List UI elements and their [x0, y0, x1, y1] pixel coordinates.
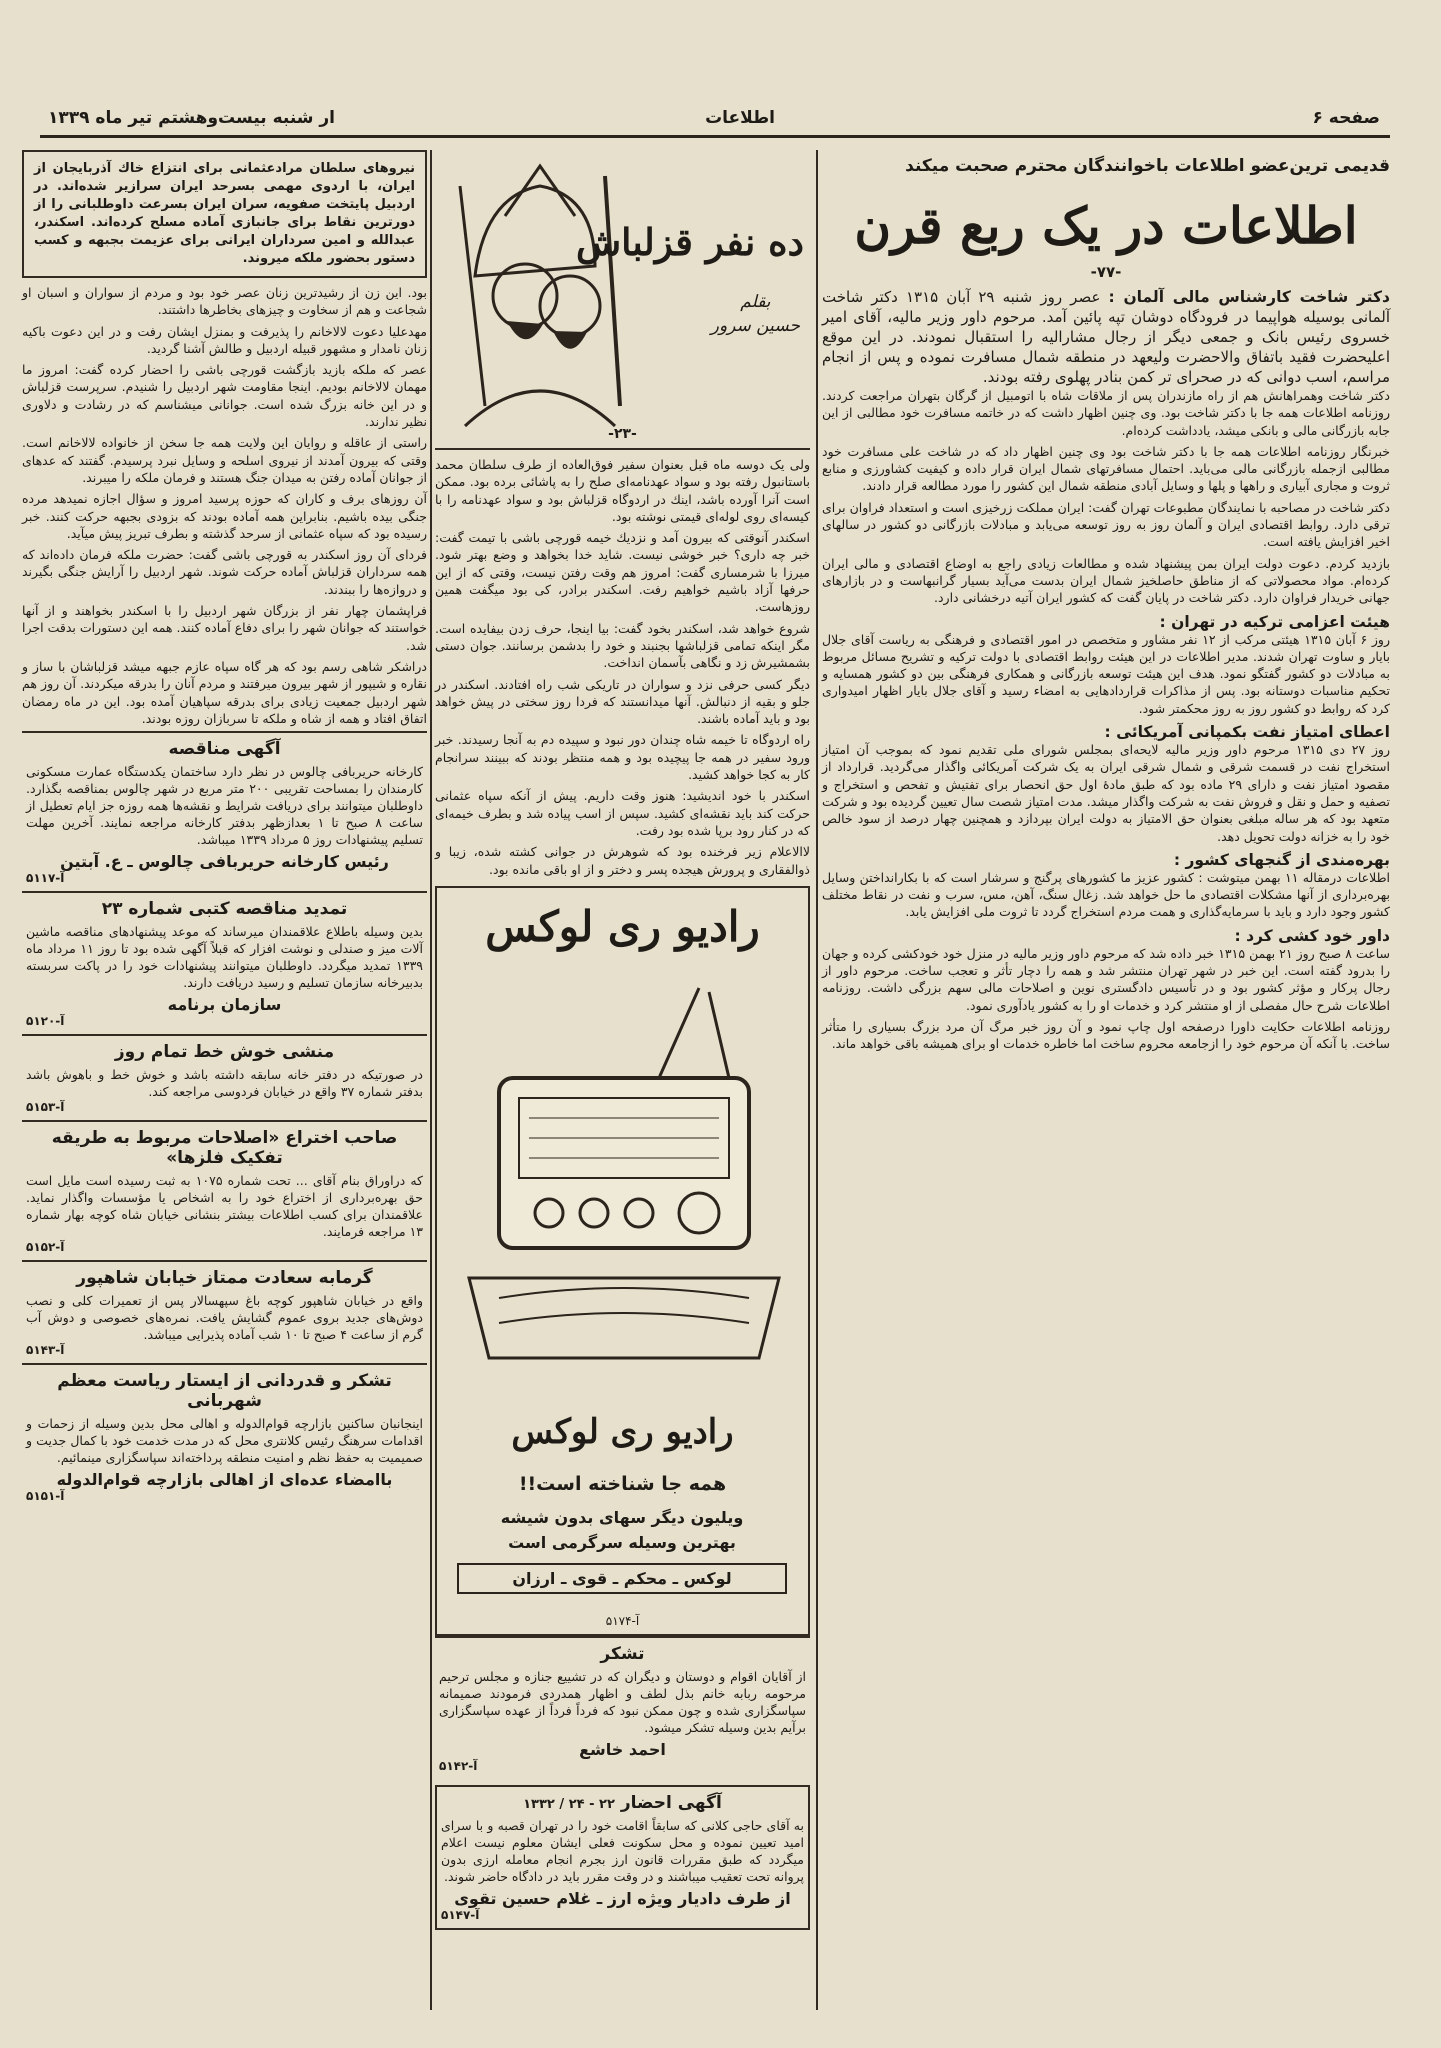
summons-notice [435, 1785, 810, 1930]
article-paragraph: دکتر شاخت وهمراهانش هم از راه مازندران پس از ملاقات شاه با اتومبیل از گرگان بتهران مراجعت کردند. روزنامه اطلاعات همه جا با دکتر شاخت بود. وی چنین اظهار داشت که در خاتمه مسافرت خود مطالبی از این جابه بازرگانی مالی و بانکی میشد، یادداشت کرده‌ام. [822, 388, 1390, 438]
notice-text: کارخانه حریربافی چالوس در نظر دارد ساختمان یکدستگاه عمارت مسکونی کارمندان را بمساحت تقریبی ۲۰۰ متر مربع در شهر چالوس بمناقصه بگذارد. داوطلبان میتوانند برای دریافت شرایط و نقشه‌ها همه روزه جز ایام تعطیل از ساعت ۸ صبح تا ۱ بعدازظهر بدفتر کارخانه مراجعه نمایند. آخرین مهلت تسلیم پیشنهادات روز ۵ مرداد ۱۳۳۹ میباشد. [26, 764, 423, 848]
radio-set-illustration [459, 978, 789, 1378]
notice-signature: از طرف دادیار ویژه ارز ـ غلام حسین تقوی [454, 1888, 791, 1908]
story-paragraph: لاالاعلام زیر فرخنده بود که شوهرش در جوانی کشته شده، زیبا و ذوالفقاری و پرورش هیجده پسر و دختر و از او باقی مانده بود. [435, 844, 810, 877]
story-author [711, 290, 800, 338]
history-column [822, 150, 1390, 2020]
closing-paragraph: روزنامه اطلاعات حکایت داورا درصفحه اول چاپ نمود و آن روز خبر مرگ آن مرد بزرگ بسیاری را متأثر ساخت. با آنکه آن مرحوم خود را ازجامعه محروم ساخت اما خاطره خدمات او برای همیشه باقی خواهد ماند. [822, 1018, 1390, 1052]
notice-reference: آ-۵۱۴۲ [439, 1758, 478, 1773]
story-paragraph: راه اردوگاه تا خیمه شاه چندان دور نبود و سپیده دم به آنجا رسیدند. خبر ورود سفیر در همه جا پیچیده بود و همه منتظر بودند که ببینند سرانجام کار به کجا خواهد کشید. [435, 732, 810, 783]
notice-signature: احمد خاشع [579, 1739, 666, 1759]
story-paragraph: مهدعلیا دعوت لالاخانم را پذیرفت و بمنزل ایشان رفت و در این دعوت باکیه زنان نامدار و مشهور قبیله اردبیل و طالش آشنا گردید. [22, 323, 427, 356]
tender-extension-notice [22, 891, 427, 1034]
story-paragraph: راستی از عاقله و روایان این ولایت همه جا سخن از خانواده لالاخانم است. وقتی که بیرون آمدند از نیروی اسلحه و وسایل نبرد پرسیدم. گفتند که عدهای از جوانان آماده رفتن به میدان جنگ هستند و فرمان ملکه را میبرند. [22, 435, 427, 485]
notice-title: منشی خوش خط تمام روز [114, 1042, 335, 1063]
section-heading: هیئت اعزامی ترکیه در تهران : [1159, 612, 1390, 631]
bathhouse-notice [22, 1260, 427, 1363]
notice-reference: آ-۵۱۴۳ [26, 1343, 65, 1358]
story-title: ده نفر قزلباش [575, 220, 804, 264]
thanks-notice [435, 1636, 810, 1779]
notice-reference: آ-۵۱۵۳ [26, 1100, 65, 1115]
ad-reference: آ-۵۱۷۴ [605, 1613, 640, 1628]
notice-text: واقع در خیابان شاهپور کوچه باغ سپهسالار پس از تعمیرات کلی و نصب دوش‌های جدید بروی عموم گشایش یافت. نمره‌های خصوصی و دوش آب گرم از ساعت ۴ صبح تا ۱۰ شب آماده پذیرایی میباشد. [26, 1293, 423, 1343]
story-paragraph: شروع خواهد شد، اسکندر بخود گفت: بیا اینجا، حرف زدن بیفایده است. مگر اینکه تمامی قزلباشها بجنبند و خود را بدشمن برسانند. جوان دستی بشمشیرش زد و نگاهی بآسمان انداخت. [435, 620, 810, 671]
section-text: روز ۶ آبان ۱۳۱۵ هیئتی مرکب از ۱۲ نفر مشاور و متخصص در امور اقتصادی و فرهنگی به ریاست آقای جلال بایار و ساوت تهران شدند. مدیر اطلاعات در این هیئت روابط اقتصادی با دولت ترکیه و تشریح مسائل مربوط به مبادلات دو کشور گفتگو نمود. هدف این هیئت توسعه بازرگانی و همکاری فرهنگی بین دو کشور همسایه و تحکیم مناسبات دوستانه بود. پس از مذاکرات قراردادهایی به امضاء رسید و آقای جلال بایار اظهار امیدواری کرد که روابط دو کشور روز به روز محکمتر شود. [822, 631, 1390, 716]
notice-text: در صورتیکه در دفتر خانه سابقه داشته باشد و خوش خط و باهوش باشد بدفتر شماره ۳۷ واقع در خیابان فردوسی مراجعه کند. [26, 1067, 423, 1100]
chapter-number: -۲۳- [608, 426, 637, 442]
notice-reference: آ-۵۱۵۱ [26, 1489, 65, 1504]
column-kicker: قدیمی ترین‌عضو اطلاعات باخوانندگان محترم صحبت میکند [905, 156, 1390, 176]
notice-reference: آ-۵۱۱۷ [26, 871, 65, 886]
warriors-illustration [445, 156, 635, 436]
story-paragraph: عصر که ملکه بازید بازگشت قورچی باشی را احضار کرده گفت: امروز ما مهمان لالاخانم بودیم. اینجا مقاومت شهر اردبیل را شنیدم. سرپرست قزلباش و در این خانه بزرگ شده است. جوانانی میشناسم که در رشادت و دلاوری نظیر ندارند. [22, 362, 427, 430]
appreciation-notice [22, 1363, 427, 1509]
tender-notice [22, 731, 427, 891]
patent-notice [22, 1120, 427, 1260]
notice-title: آگهی مناقصه [168, 739, 281, 760]
job-notice [22, 1034, 427, 1120]
story-paragraph: دراشکر شاهی رسم بود که هر گاه سپاه عازم جبهه میشد قزلباشان با ساز و نقاره و شیپور از شهر بیرون میرفتند و مردم آنان را بدرقه میکردند. آن روز هم شهر اردبیل جمعیت زیادی برای بدرقه سپاهیان آمده بود. این در ماه رمضان اتفاق افتاد و همه از شاه و ملکه تا سربازان روزه بودند. [22, 658, 427, 726]
masthead [40, 104, 1390, 138]
article-paragraph: خبرنگار روزنامه اطلاعات همه جا با دکتر شاخت بود وی چنین اظهار داد که در شاخت علی مسافرت خود مطالبی ازجمله بازرگانی مالی می‌باید. احتمال مسافرتهای شمال ایران قرار داده و کیفیت کشاورزی و منابع ثروت و مجاری آبیاری و راهها و پلها و وسایل آبادی منطقه شمال این کشور را مورد مطالعه قرار دادند. [822, 443, 1390, 494]
page-number: صفحه ۶ [1312, 108, 1380, 128]
story-paragraph: دیگر کسی حرفی نزد و سواران در تاریکی شب راه افتادند. اسکندر در جلو و بقیه از دنبالش. آنها میدانستند که فردا روز سختی در پیش خواهد بود و باید آماده باشند. [435, 676, 810, 727]
radio-feature: بهترین وسیله سرگرمی است [508, 1532, 736, 1552]
notice-reference: آ-۵۱۵۲ [26, 1240, 65, 1255]
story-paragraph: فردای آن روز اسکندر به قورچی باشی گفت: حضرت ملکه فرمان داده‌اند که همه سرداران قزلباش آماده حرکت شوند. شهر اردبیل را آرایش جنگی بگیرند و دروازه‌ها را ببندند. [22, 547, 427, 597]
summons-title: آگهی احضار [620, 1792, 722, 1813]
section-text: روز ۲۷ دی ۱۳۱۵ مرحوم داور وزیر مالیه لایحه‌ای بمجلس شورای ملی تقدیم نمود که بموجب آن امتیاز استخراج نفت در قسمت شرقی و شمال شرقی ایران به یک شرکت آمریکائی واگذار می‌گردید. قرارداد از مقصود امتیاز نفت و دارای ۲۹ ماده بود که طبق مادهٔ اول حق انحصار برای تفتیش و تفحص و استخراج و تصفیه و حمل و نقل و فروش نفت به شرکت واگذار میشد. مدت امتیاز شصت سال تعیین گردیده بود و شرکت متعهد بود که هر ساله مبلغی بعنوان حق الامتیاز به دولت ایران بپردازد و همچنین چهار درصد از سود خالص خود را به خزانه دولت تحویل دهد. [822, 742, 1390, 844]
article-paragraph: دکتر شاخت در مصاحبه با نمایندگان مطبوعات تهران گفت: ایران مملکت زرخیزی است و استعداد فراوان برای ترقی دارد. روابط اقتصادی ایران و آلمان روز به روز توسعه می‌یابد و مبادلات بازرگانی دو کشور در سالهای اخیر افزایش یافته است. [822, 499, 1390, 550]
notice-title: گرمابه سعادت ممتاز خیابان شاهپور [76, 1268, 373, 1289]
lead-paragraph [822, 287, 1390, 387]
notice-title: تشکر [600, 1643, 645, 1664]
column-title: اطلاعات در یک ربع قرن [854, 196, 1358, 255]
notice-reference: آ-۵۱۲۰ [26, 1014, 65, 1029]
section-text: ساعت ۸ صبح روز ۲۱ بهمن ۱۳۱۵ خبر داده شد که مرحوم داور وزیر مالیه در منزل خود خودکشی کرده و جهان را بدرود گفته است. این خبر در شهر تهران منتشر شد و همه را دچار تأثر و تعجب ساخت. مرحوم داور از رجال پرکار و مؤثر کشور بود و در تأسیس دادگستری نوین و اصلاحات مالی سهم بزرگی داشت. روزنامه اطلاعات شرح حال مفصلی از او منتشر کرد و خدمات او را به کشور یادآوری نمود. [822, 945, 1390, 1013]
summons-number: ۲۲ - ۲۴ / ۱۳۳۲ [523, 1796, 615, 1812]
story-summary-box: نیروهای سلطان مرادعثمانی برای انتزاع خاك آذربایجان از ایران، با اردوی مهمی بسرحد ایران سرازیر شده‌اند. در اردبیل پایتخت صفویه، سران ایران بسرعت داوطلبانی را از دورترین نقاط برای جانبازی آماده مسلح کرده‌اند. اسکندر، عبدالله و امین سرداران ایرانی برای عزیمت بجبهه و کسب دستور بحضور ملکه میروند. [22, 150, 427, 278]
radio-slogan: همه جا شناخته است!! [518, 1472, 727, 1495]
notice-text: از آقایان اقوام و دوستان و دیگران که در تشییع جنازه و مجلس ترحیم مرحومه ربابه خانم بذل لطف و اظهار همدردی فرمودند صمیمانه سپاسگزاری شده و چون ممکن نبود که فرداً فرداً از عهده سپاسگزاری برآیم بدین وسیله تشکر میشود. [439, 1668, 806, 1735]
radio-advertisement [435, 886, 810, 1636]
story-paragraph: ولی یک دوسه ماه قبل بعنوان سفیر فوق‌العاده از طرف سلطان محمد باستانبول رفته بود و سواد عهدنامه‌ای صلح را به پاشائی برده بود. ممکن است آنرا آورده باشد، اینك در اردوگاه قزلباش بود و سواد عهدنامه را با کیسه‌ای روی لوله‌ای قیمتی نوشته بود. [435, 457, 810, 524]
notice-reference: آ-۵۱۴۷ [441, 1907, 480, 1922]
author-name: حسین سرور [710, 316, 800, 336]
story-paragraph: فراپشمان چهار نفر از بزرگان شهر اردبیل را با اسکندر بخواهند و از آنها خواستند که جوانان شهر را برای دفاع آماده کنند. همه این دستورات بدقت اجرا شد. [22, 603, 427, 653]
story-column [435, 150, 810, 2020]
story-continuation-column [22, 150, 427, 2020]
section-heading: اعطای امتیاز نفت بکمپانی آمریکائی : [1104, 723, 1390, 742]
notice-text: که دراوراق بنام آقای ... تحت شماره ۱۰۷۵ به ثبت رسیده است مایل است حق بهره‌برداری از اختراع خود را به اشخاص یا مؤسسات واگذار نماید. علاقمندان برای کسب اطلاعات بیشتر بنشانی خیابان شاه کوچه بهار شماره ۱۳ مراجعه فرمایند. [26, 1173, 423, 1240]
notice-title [441, 1793, 804, 1813]
notice-text: اینجانبان ساکنین بازارچه قوام‌الدوله و اهالی محل بدین وسیله از زحمات و اقدامات سرهنگ رئیس کلانتری محل که در مدت خدمت خود با کمال جدیت و صمیمیت به حفظ نظم و امنیت منطقه پرداخته‌اند سپاسگزاری مینمائیم. [26, 1416, 423, 1466]
notice-signature: رئیس کارخانه حریربافی چالوس ـ ع. آبتین [60, 852, 389, 872]
episode-number: -۷۷- [1090, 263, 1122, 281]
notice-title: تمدید مناقصه کتبی شماره ۲۳ [101, 899, 348, 920]
story-header [435, 150, 810, 450]
lead-heading: دکتر شاخت کارشناس مالی آلمان : [1108, 288, 1390, 306]
paper-name: اطلاعات [705, 108, 775, 128]
radio-brand-title: رادیو ری لوکس [485, 901, 760, 951]
story-paragraph: آن روزهای برف و کاران که حوزه پرسید امروز و سؤال اجازه نمیدهد مرده جنگی بیده باشیم. بنابراین همه آماده بودند که بزودی بجبهه حرکت کنند. خبر رسیده بود که سپاه عثمانی از سرحد گذشته و بطرف تبریز پیش میآید. [22, 491, 427, 541]
radio-feature: ویلیون دیگر سهای بدون شیشه [500, 1507, 744, 1527]
radio-brand-secondary: رادیو ری لوکس [511, 1411, 734, 1452]
notice-title: تشکر و قدردانی از ایستار ریاست معظم شهربانی [57, 1371, 392, 1412]
story-paragraph: بود. این زن از رشیدترین زنان عصر خود بود و مردم از سواران و اسبان او شجاعت و هم از سخاوت و چیزهای بخاطرها داشتند. [22, 285, 427, 318]
section-text: اطلاعات درمقاله ۱۱ بهمن میتوشت : کشور عزیز ما کشورهای پرگنج و سرشار است که با بکارانداختن وسایل بهره‌برداری از آنها مشکلات اقتصادی ما حل خواهد شد. زغال سنگ، آهن، مس، سرب و نفت در نقاط مختلف کشور وجود دارد و باید با سرمایه‌گذاری و همت مردم استخراج گردد تا ثروت ملی افزایش یابد. [822, 869, 1390, 920]
notice-text: به آقای حاجی کلانی که سابقاً اقامت خود را در تهران قصبه و با سرای امید تعیین نموده و محل سکونت فعلی ایشان معلوم نیست اعلام میگردد که طبق مقررات قانون ارز بجرم انجام معامله ارزی بدون پروانه تحت تعقیب میباشند و در وقت مقرر باید در دادگاه حاضر شوند. [441, 1817, 804, 1884]
radio-qualities: لوکس ـ محکم ـ قوی ـ ارزان [457, 1563, 787, 1594]
author-prefix: بقلم [740, 292, 771, 312]
notice-title: صاحب اختراع «اصلاحات مربوط به طریقه تفکیک فلزها» [51, 1128, 398, 1169]
section-heading: بهره‌مندی از گنجهای کشور : [1173, 850, 1390, 869]
story-paragraph: اسکندر آنوقتی که بیرون آمد و نزدیك خیمه قورچی باشی با تیمت گفت: خبر چه داری؟ خبر خوشی نیست. شاید خدا بخواهد و وضع بهتر شود. میرزا با شرمساری گفت: امروز هم وقت رفتن نیست، وقتی که از این حرفها آزاد باشیم خواهیم رفت. اسکندر برادر، کی بود میگفت همین روزهاست. [435, 530, 810, 615]
lead-text: عصر روز شنبه ۲۹ آبان ۱۳۱۵ دکتر شاخت آلمانی بوسیله هواپیما در فرودگاه دوشان تپه پائین آمد. مرحوم داور وزیر مالیه، آقای امیر خسروی رئیس بانک و جمعی دیگر از رجال مشارالیه را استقبال نمودند. در این موقع اعلیحضرت فقید باتفاق والاحضرت ولیعهد در منطقه شمال مسافرت نموده و پس از انجام مراسم، اسب دوانی که در صحرای تر کمن بنادر پهلوی رفته بودند. [822, 288, 1390, 386]
notice-text: بدین وسیله باطلاع علاقمندان میرساند که موعد پیشنهادهای مناقصه ماشین آلات میز و صندلی و نوشت افزار که قبلاً آگهی شده بود تا روز ۱۱ مرداد ماه ۱۳۳۹ تمدید میگردد. داوطلبان میتوانند پیشنهادات خود را در پاکت سربسته بدبیرخانه سازمان تسلیم و رسید دریافت دارند. [26, 924, 423, 991]
article-paragraph: بازدید کردم. دعوت دولت ایران بمن پیشنهاد شده و مطالعات زیادی راجع به اوضاع اقتصادی و مالی ایران کرده‌ام. مواد محصولاتی که از مناطق حاصلخیز شمال ایران بدست می‌آید بسیار گرانبهاست و در بازارهای جهانی خریدار فراوان دارد. دکتر شاخت در پایان گفت که کشور ایران آتیه درخشانی دارد. [822, 555, 1390, 606]
notice-signature: باامضاء عده‌ای از اهالی بازارچه قوام‌الدوله [56, 1470, 393, 1490]
section-heading: داور خود کشی کرد : [1234, 926, 1390, 945]
story-paragraph: اسکندر با خود اندیشید: هنوز وقت داریم. پیش از آنکه سپاه عثمانی حرکت کند باید نقشه‌ای کشید. سپس از اسب پیاده شد و بطرف خیمه‌ای که در کنار رود برپا شده بود رفت. [435, 788, 810, 838]
notice-signature: سازمان برنامه [167, 995, 282, 1015]
column-rule-left [430, 150, 432, 2010]
column-rule-right [816, 150, 818, 2010]
issue-date: ار شنبه بیست‌وهشتم تیر ماه ۱۳۳۹ [48, 108, 336, 128]
